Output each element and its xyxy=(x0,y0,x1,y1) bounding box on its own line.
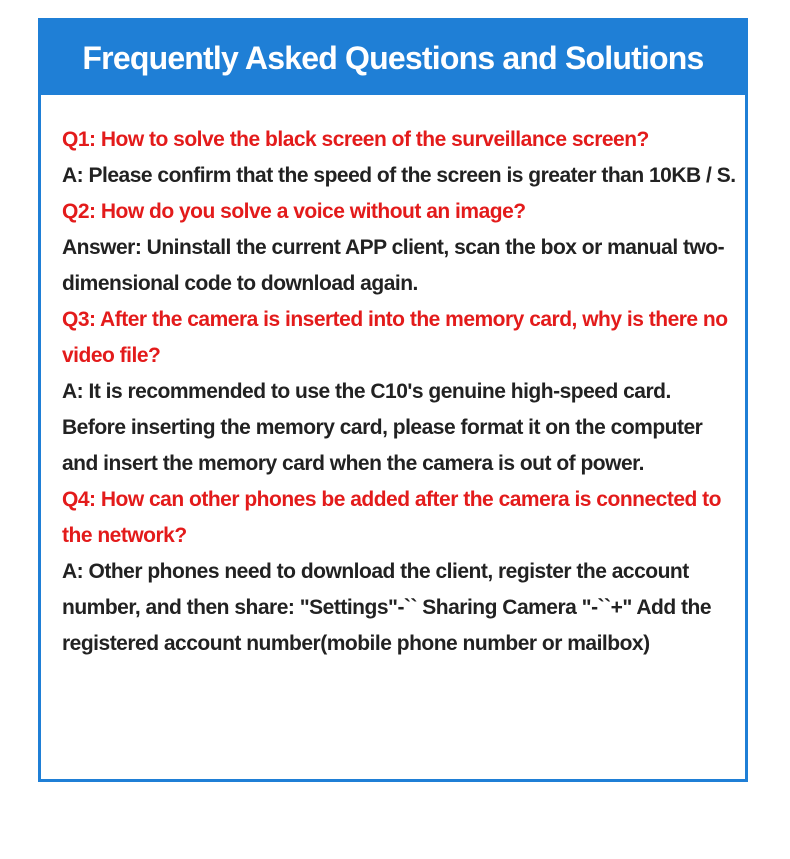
faq-question-2: Q2: How do you solve a voice without an image? xyxy=(62,200,526,223)
faq-panel xyxy=(38,18,748,782)
page-title: Frequently Asked Questions and Solutions xyxy=(82,39,704,76)
faq-question-4: Q4: How can other phones be added after the camera is connected to the network? xyxy=(62,488,721,547)
faq-header xyxy=(41,21,745,95)
faq-answer-1: A: Please confirm that the speed of the screen is greater than 10KB / S. xyxy=(62,164,736,187)
faq-answer-4: A: Other phones need to download the client, register the account number, and then share: "Settings"-`` Sharing Camera "-``+" Add the registered account number(mobile phone number or mailbox) xyxy=(62,560,712,655)
faq-answer-3: A: It is recommended to use the C10's genuine high-speed card. Before inserting the memory card, please format it on the computer and insert the memory card when the camera is out of power. xyxy=(62,380,703,475)
faq-answer-2: Answer: Uninstall the current APP client, scan the box or manual two-dimensional code to download again. xyxy=(62,236,725,295)
faq-question-1: Q1: How to solve the black screen of the surveillance screen? xyxy=(62,128,649,151)
faq-list xyxy=(62,122,737,662)
faq-question-3: Q3: After the camera is inserted into the memory card, why is there no video file? xyxy=(62,308,728,367)
